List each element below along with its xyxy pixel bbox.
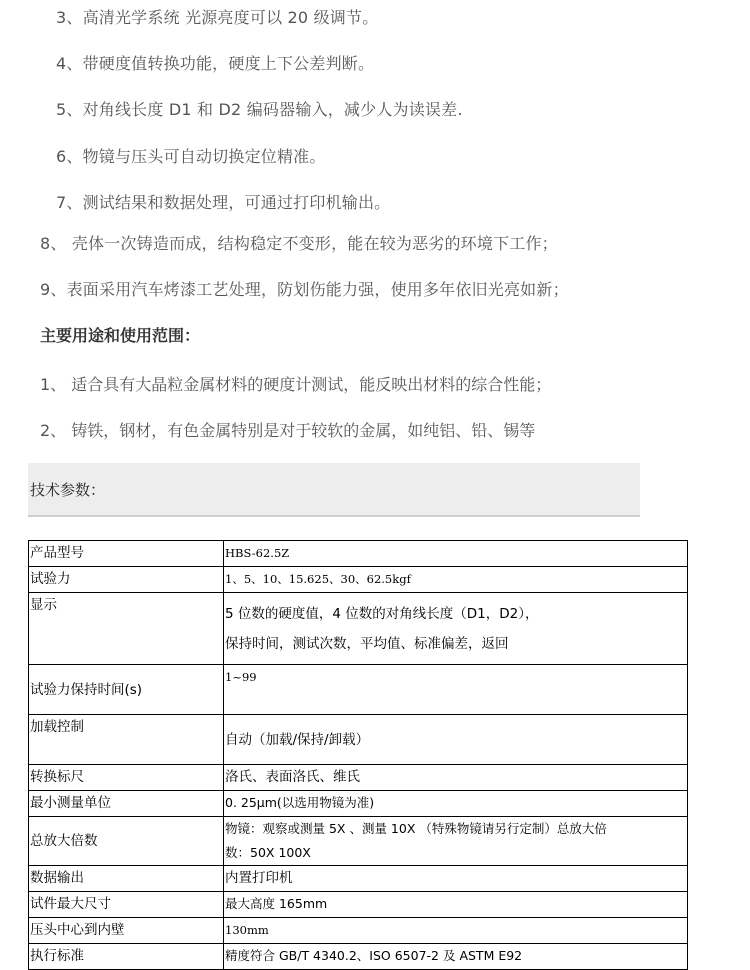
spec-value: 洛氏、表面洛氏、维氏: [224, 765, 688, 791]
spec-value: 0. 25μm(以选用物镜为准): [224, 791, 688, 817]
table-row: [29, 593, 688, 665]
feature-item-5: 5、对角线长度 D1 和 D2 编码器输入，减少人为读误差.: [56, 100, 463, 119]
specs-heading: 技术参数：: [30, 481, 106, 499]
spec-label: 数据输出: [29, 866, 224, 892]
specs-table: [28, 540, 688, 970]
usage-item-2: 2、 铸铁，钢材，有色金属特别是对于较软的金属，如纯铝、铅、锡等: [40, 421, 536, 440]
spec-label: 试验力: [29, 567, 224, 593]
table-row: [29, 567, 688, 593]
spec-value: 精度符合 GB/T 4340.2、ISO 6507-2 及 ASTM E92: [224, 944, 688, 970]
table-row: [29, 817, 688, 866]
table-row: [29, 791, 688, 817]
spec-value: 1、5、10、15.625、30、62.5kgf: [224, 567, 688, 593]
spec-label: 试件最大尺寸: [29, 892, 224, 918]
feature-item-4: 4、带硬度值转换功能，硬度上下公差判断。: [56, 54, 375, 73]
spec-label: 产品型号: [29, 541, 224, 567]
feature-item-3: 3、高清光学系统 光源亮度可以 20 级调节。: [56, 8, 379, 27]
spec-label: 转换标尺: [29, 765, 224, 791]
usage-heading: 主要用途和使用范围：: [40, 326, 201, 345]
spec-label: 执行标准: [29, 944, 224, 970]
spec-value-line: 5 位数的硬度值，4 位数的对角线长度（D1，D2），: [225, 606, 539, 622]
spec-value: 内置打印机: [224, 866, 688, 892]
spec-value-line: 数：50X 100X: [225, 845, 311, 860]
spec-value: 最大高度 165mm: [224, 892, 688, 918]
table-row: [29, 541, 688, 567]
spec-value: HBS-62.5Z: [224, 541, 688, 567]
spec-value: [224, 817, 688, 866]
spec-value-line: 物镜：观察或测量 5X 、测量 10X （特殊物镜请另行定制）总放大倍: [225, 821, 607, 836]
table-row: [29, 918, 688, 944]
spec-value: [224, 593, 688, 665]
spec-value-line: 保持时间，测试次数，平均值、标准偏差，返回: [225, 636, 509, 652]
table-row: [29, 765, 688, 791]
feature-item-8: 8、 壳体一次铸造而成，结构稳定不变形，能在较为恶劣的环境下工作；: [40, 234, 558, 253]
table-row: [29, 866, 688, 892]
feature-item-6: 6、物镜与压头可自动切换定位精准。: [56, 147, 326, 166]
spec-value: 130mm: [224, 918, 688, 944]
usage-item-1: 1、 适合具有大晶粒金属材料的硬度计测试，能反映出材料的综合性能；: [40, 375, 552, 394]
spec-label: 试验力保持时间(s): [29, 665, 224, 715]
spec-label: 加载控制: [29, 715, 224, 765]
spec-label: 总放大倍数: [29, 817, 224, 866]
spec-value: 1~99: [224, 665, 688, 715]
specs-banner: [28, 463, 640, 517]
spec-label: 显示: [29, 593, 224, 665]
spec-label: 压头中心到内壁: [29, 918, 224, 944]
table-row: [29, 944, 688, 970]
table-row: [29, 665, 688, 715]
spec-value: 自动（加载/保持/卸载）: [224, 715, 688, 765]
table-row: [29, 715, 688, 765]
feature-item-7: 7、测试结果和数据处理，可通过打印机输出。: [56, 193, 391, 212]
feature-item-9: 9、表面采用汽车烤漆工艺处理，防划伤能力强，使用多年依旧光亮如新；: [40, 280, 569, 299]
spec-label: 最小测量单位: [29, 791, 224, 817]
table-row: [29, 892, 688, 918]
